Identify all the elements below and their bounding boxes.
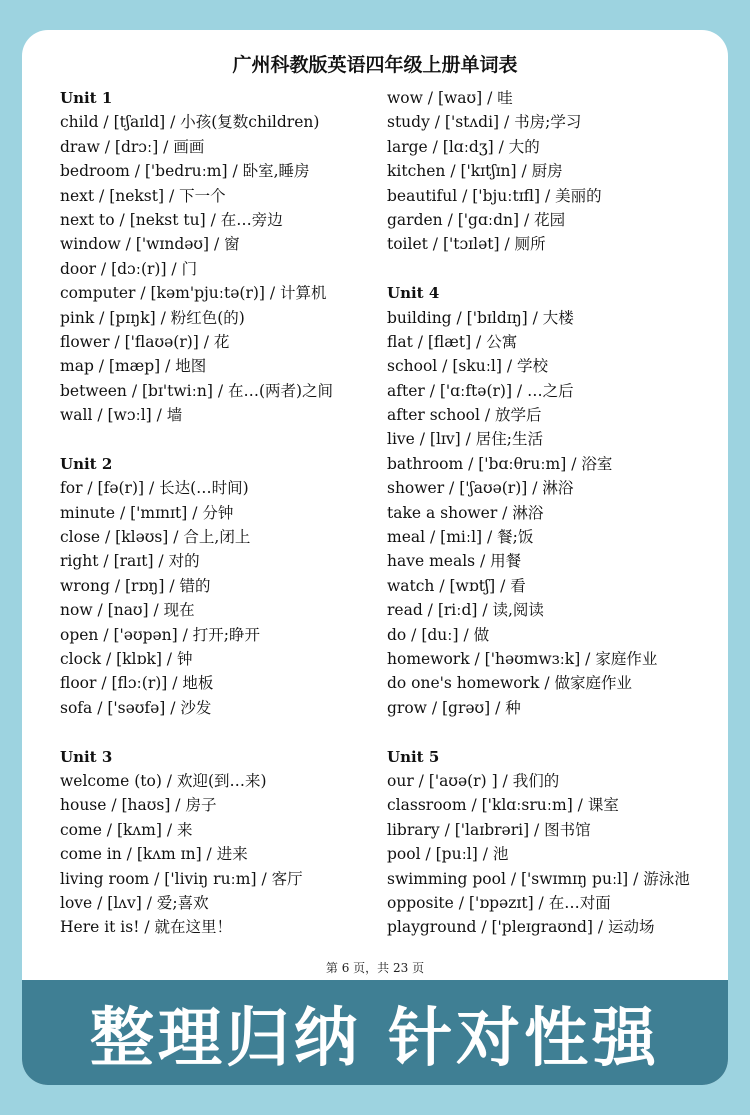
vocab-entry: pink / [pɪŋk] / 粉红色(的) — [60, 308, 245, 327]
vocab-entry: minute / ['mɪnɪt] / 分钟 — [60, 503, 234, 522]
vocab-entry: welcome (to) / 欢迎(到…来) — [60, 771, 267, 790]
vocab-entry: right / [raɪt] / 对的 — [60, 552, 200, 571]
unit-heading: Unit 4 — [387, 284, 440, 303]
vocab-entry: door / [dɔː(r)] / 门 — [60, 259, 198, 278]
vocab-entry: computer / [kəm'pjuːtə(r)] / 计算机 — [60, 284, 327, 303]
vocab-entry: opposite / ['ɒpəzɪt] / 在…对面 — [387, 893, 611, 912]
vocab-entry: study / ['stʌdi] / 书房;学习 — [387, 113, 582, 132]
vocab-entry: homework / ['həʊmwɜːk] / 家庭作业 — [387, 649, 658, 668]
vocab-entry: after / ['ɑːftə(r)] / …之后 — [387, 381, 574, 400]
vocab-entry: for / [fə(r)] / 长达(…时间) — [60, 479, 249, 498]
vocab-entry: child / [tʃaɪld] / 小孩(复数children) — [60, 113, 320, 132]
vocab-entry: after school / 放学后 — [387, 406, 542, 425]
vocab-entry: watch / [wɒtʃ] / 看 — [387, 576, 526, 595]
vocab-entry: library / ['laɪbrəri] / 图书馆 — [387, 820, 591, 839]
vocab-entry: shower / ['ʃaʊə(r)] / 淋浴 — [387, 479, 574, 498]
page-title: 广州科教版英语四年级上册单词表 — [232, 54, 518, 76]
vocab-entry: bathroom / ['bɑːθruːm] / 浴室 — [387, 454, 613, 473]
vocab-entry: large / [lɑːdʒ] / 大的 — [387, 137, 540, 156]
vocab-entry: beautiful / ['bjuːtɪfl] / 美丽的 — [387, 186, 602, 205]
vocab-entry: playground / ['pleɪgraʊnd] / 运动场 — [387, 918, 655, 937]
vocab-entry: do one's homework / 做家庭作业 — [387, 674, 632, 693]
vocab-entry: read / [riːd] / 读,阅读 — [387, 601, 544, 620]
vocab-entry: flat / [flæt] / 公寓 — [387, 332, 518, 351]
vocab-entry: meal / [miːl] / 餐;饭 — [387, 528, 534, 547]
vocab-entry: classroom / ['klɑːsruːm] / 课室 — [387, 796, 619, 815]
page-number: 第 6 页，共 23 页 — [325, 961, 425, 975]
vocab-entry: living room / ['liviŋ ruːm] / 客厅 — [60, 869, 303, 888]
vocab-entry: grow / [grəʊ] / 种 — [387, 698, 521, 717]
vocab-entry: come / [kʌm] / 来 — [60, 820, 193, 839]
spacer — [60, 427, 380, 451]
unit-heading: Unit 1 — [60, 89, 113, 107]
spacer — [387, 257, 717, 281]
vocab-entry: between / [bɪ'twiːn] / 在…(两者)之间 — [60, 381, 334, 400]
vocab-entry: school / [skuːl] / 学校 — [387, 357, 548, 376]
vocab-entry: flower / ['flaʊə(r)] / 花 — [60, 332, 230, 351]
unit-heading: Unit 5 — [387, 747, 440, 766]
vocab-entry: house / [haʊs] / 房子 — [60, 796, 217, 815]
vocab-entry: our / ['aʊə(r) ] / 我们的 — [387, 771, 560, 790]
vocab-entry: sofa / ['səʊfə] / 沙发 — [60, 698, 212, 717]
page-card — [22, 30, 728, 1085]
vocab-entry: do / [duː] / 做 — [387, 625, 490, 644]
vocab-entry: now / [naʊ] / 现在 — [60, 601, 195, 620]
unit-heading: Unit 2 — [60, 454, 113, 473]
unit-heading: Unit 3 — [60, 747, 113, 766]
banner — [22, 980, 728, 1085]
vocab-entry: next to / [nekst tu] / 在…旁边 — [60, 210, 283, 229]
vocab-entry: window / ['wɪndəʊ] / 窗 — [60, 235, 240, 254]
vocab-entry: come in / [kʌm ɪn] / 进来 — [60, 845, 248, 864]
vocab-entry: bedroom / ['bedruːm] / 卧室,睡房 — [60, 162, 310, 181]
vocab-entry: floor / [flɔː(r)] / 地板 — [60, 674, 214, 693]
vocab-entry: next / [nekst] / 下一个 — [60, 186, 226, 205]
vocab-entry: have meals / 用餐 — [387, 552, 522, 571]
vocab-entry: open / ['əʊpən] / 打开;睁开 — [60, 625, 261, 644]
vocab-entry: wow / [waʊ] / 哇 — [387, 89, 513, 107]
vocab-entry: clock / [klɒk] / 钟 — [60, 649, 193, 668]
vocab-entry: wrong / [rɒŋ] / 错的 — [60, 576, 211, 595]
vocab-entry: love / [lʌv] / 爱;喜欢 — [60, 893, 209, 912]
vocab-entry: take a shower / 淋浴 — [387, 503, 544, 522]
vocab-entry: building / ['bɪldɪŋ] / 大楼 — [387, 308, 574, 327]
vocab-entry: toilet / ['tɔɪlət] / 厕所 — [387, 235, 546, 254]
vocab-entry: live / [lɪv] / 居住;生活 — [387, 430, 543, 449]
right-column — [387, 86, 717, 940]
vocab-entry: kitchen / ['kɪtʃɪn] / 厨房 — [387, 162, 563, 181]
vocab-entry: pool / [puːl] / 池 — [387, 845, 509, 864]
banner-slogan: 整理归纳 针对性强 — [89, 1001, 661, 1076]
vocab-entry: map / [mæp] / 地图 — [60, 357, 207, 376]
vocab-entry: Here it is! / 就在这里！ — [60, 918, 233, 937]
vocab-entry: garden / ['gɑːdn] / 花园 — [387, 210, 566, 229]
spacer — [60, 720, 380, 744]
left-column — [60, 86, 380, 940]
vocab-entry: close / [kləʊs] / 合上,闭上 — [60, 528, 251, 547]
vocab-entry: draw / [drɔː] / 画画 — [60, 137, 205, 156]
vocab-entry: swimming pool / ['swɪmɪŋ puːl] / 游泳池 — [387, 869, 690, 888]
vocab-entry: wall / [wɔːl] / 墙 — [60, 406, 183, 425]
spacer — [387, 720, 717, 744]
